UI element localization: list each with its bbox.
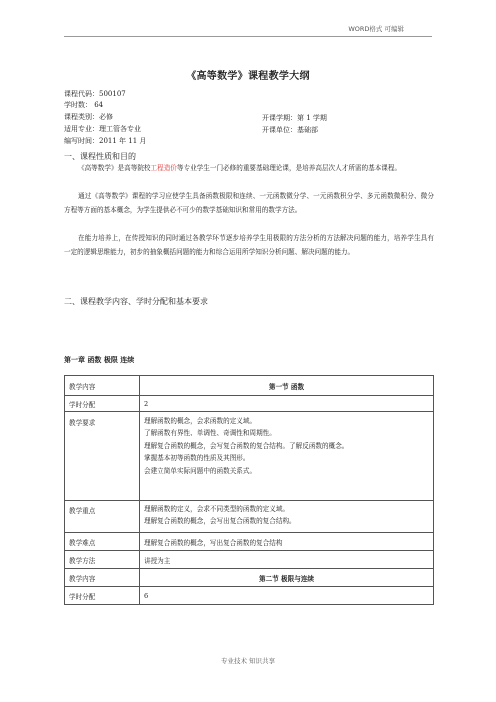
table-row <box>65 551 434 569</box>
highlight-text: 工程造价 <box>150 164 177 172</box>
section-heading-2: 二、课程教学内容、学时分配和基本要求 <box>64 297 208 306</box>
table-cell-key: 教学重点 <box>65 501 140 533</box>
requirement-line: 掌握基本初等函数的性质及其图形。 <box>144 454 250 463</box>
requirement-line: 理解函数的概念，会求函数的定义域。 <box>144 417 257 425</box>
course-code: 课程代码：500107 <box>64 90 126 98</box>
course-term: 开课学期：第 1 学期 <box>262 114 327 122</box>
table-cell-key: 教学难点 <box>65 533 140 551</box>
course-major: 适用专业：理工管各专业 <box>64 125 141 133</box>
table-row <box>65 412 434 501</box>
table-cell-key: 教学要求 <box>65 412 140 501</box>
page-footer-text: 专业技术 知识共享 <box>220 657 276 665</box>
requirement-line: 会建立简单实际问题中的函数关系式。 <box>144 466 257 475</box>
chapter-heading: 第一章 函数 极限 连续 <box>64 355 135 364</box>
table-cell-value: 2 <box>140 396 434 412</box>
table-row <box>65 396 434 412</box>
course-category: 课程类别：必修 <box>64 113 113 121</box>
table-cell-value <box>140 501 434 533</box>
table-cell-key: 教学内容 <box>65 376 140 396</box>
paragraph-3: 在能力培养上，在传授知识的同时通过各教学环节逐步培养学生用极限的方法分析的方法解决问题的能力，培养学生具有一定的逻辑思维能力，初步的抽象概括问题的能力和综合运用所学知识分析问题、解决问题的能力。 <box>64 234 434 256</box>
page-header-text: WORD格式 可编辑 <box>348 25 404 33</box>
table-cell-value: 第一节 函数 <box>140 376 434 396</box>
table-cell-key: 教学方法 <box>65 551 140 569</box>
table-row <box>65 587 434 605</box>
table-row <box>65 569 434 587</box>
requirement-line: 理解复合函数的概念，会写复合函数的复合结构。了解反函数的概念。 <box>144 441 349 450</box>
table-cell-value <box>140 412 434 501</box>
table-cell-key: 学时分配 <box>65 396 140 412</box>
table-cell-value: 讲授为主 <box>140 551 434 569</box>
course-date: 编写时间：2011 年 11 月 <box>64 137 147 145</box>
paragraph-1: 《高等数学》是高等院校工程造价等专业学生一门必修的重要基础理论课，是培养高层次人才所需的基本课程。 <box>78 164 402 172</box>
syllabus-table <box>64 375 434 605</box>
paragraph-2: 通过《高等数学》课程的学习应使学生具备函数极限和连续、一元函数微分学、一元函数积分学、多元函数微积分、微分方程等方面的基本概念，为学生提供必不可少的数学基础知识和常用的数学方法。 <box>64 192 434 214</box>
table-cell-value: 第二节 极限与连续 <box>140 569 434 587</box>
document-title: 《高等数学》课程教学大纲 <box>186 71 310 82</box>
table-cell-key: 学时分配 <box>65 587 140 605</box>
table-cell-value: 6 <box>140 587 434 605</box>
table-row <box>65 501 434 533</box>
table-row <box>65 533 434 551</box>
table-cell-value: 理解复合函数的概念，写出复合函数的复合结构 <box>140 533 434 551</box>
course-hours: 学时数： 64 <box>64 101 104 109</box>
table-row <box>65 376 434 396</box>
section-heading-1: 一、课程性质和目的 <box>64 152 136 161</box>
keypoint-line: 理解复合函数的概念，会写出复合函数的复合结构。 <box>144 517 296 526</box>
header-rule <box>64 36 432 37</box>
table-cell-key: 教学内容 <box>65 569 140 587</box>
keypoint-line: 理解函数的定义，会求不同类型的函数的定义域。 <box>144 505 290 513</box>
course-dept: 开课单位：基础部 <box>262 126 318 134</box>
requirement-line: 了解函数有界性、单调性、奇调性和周期性。 <box>144 429 276 438</box>
